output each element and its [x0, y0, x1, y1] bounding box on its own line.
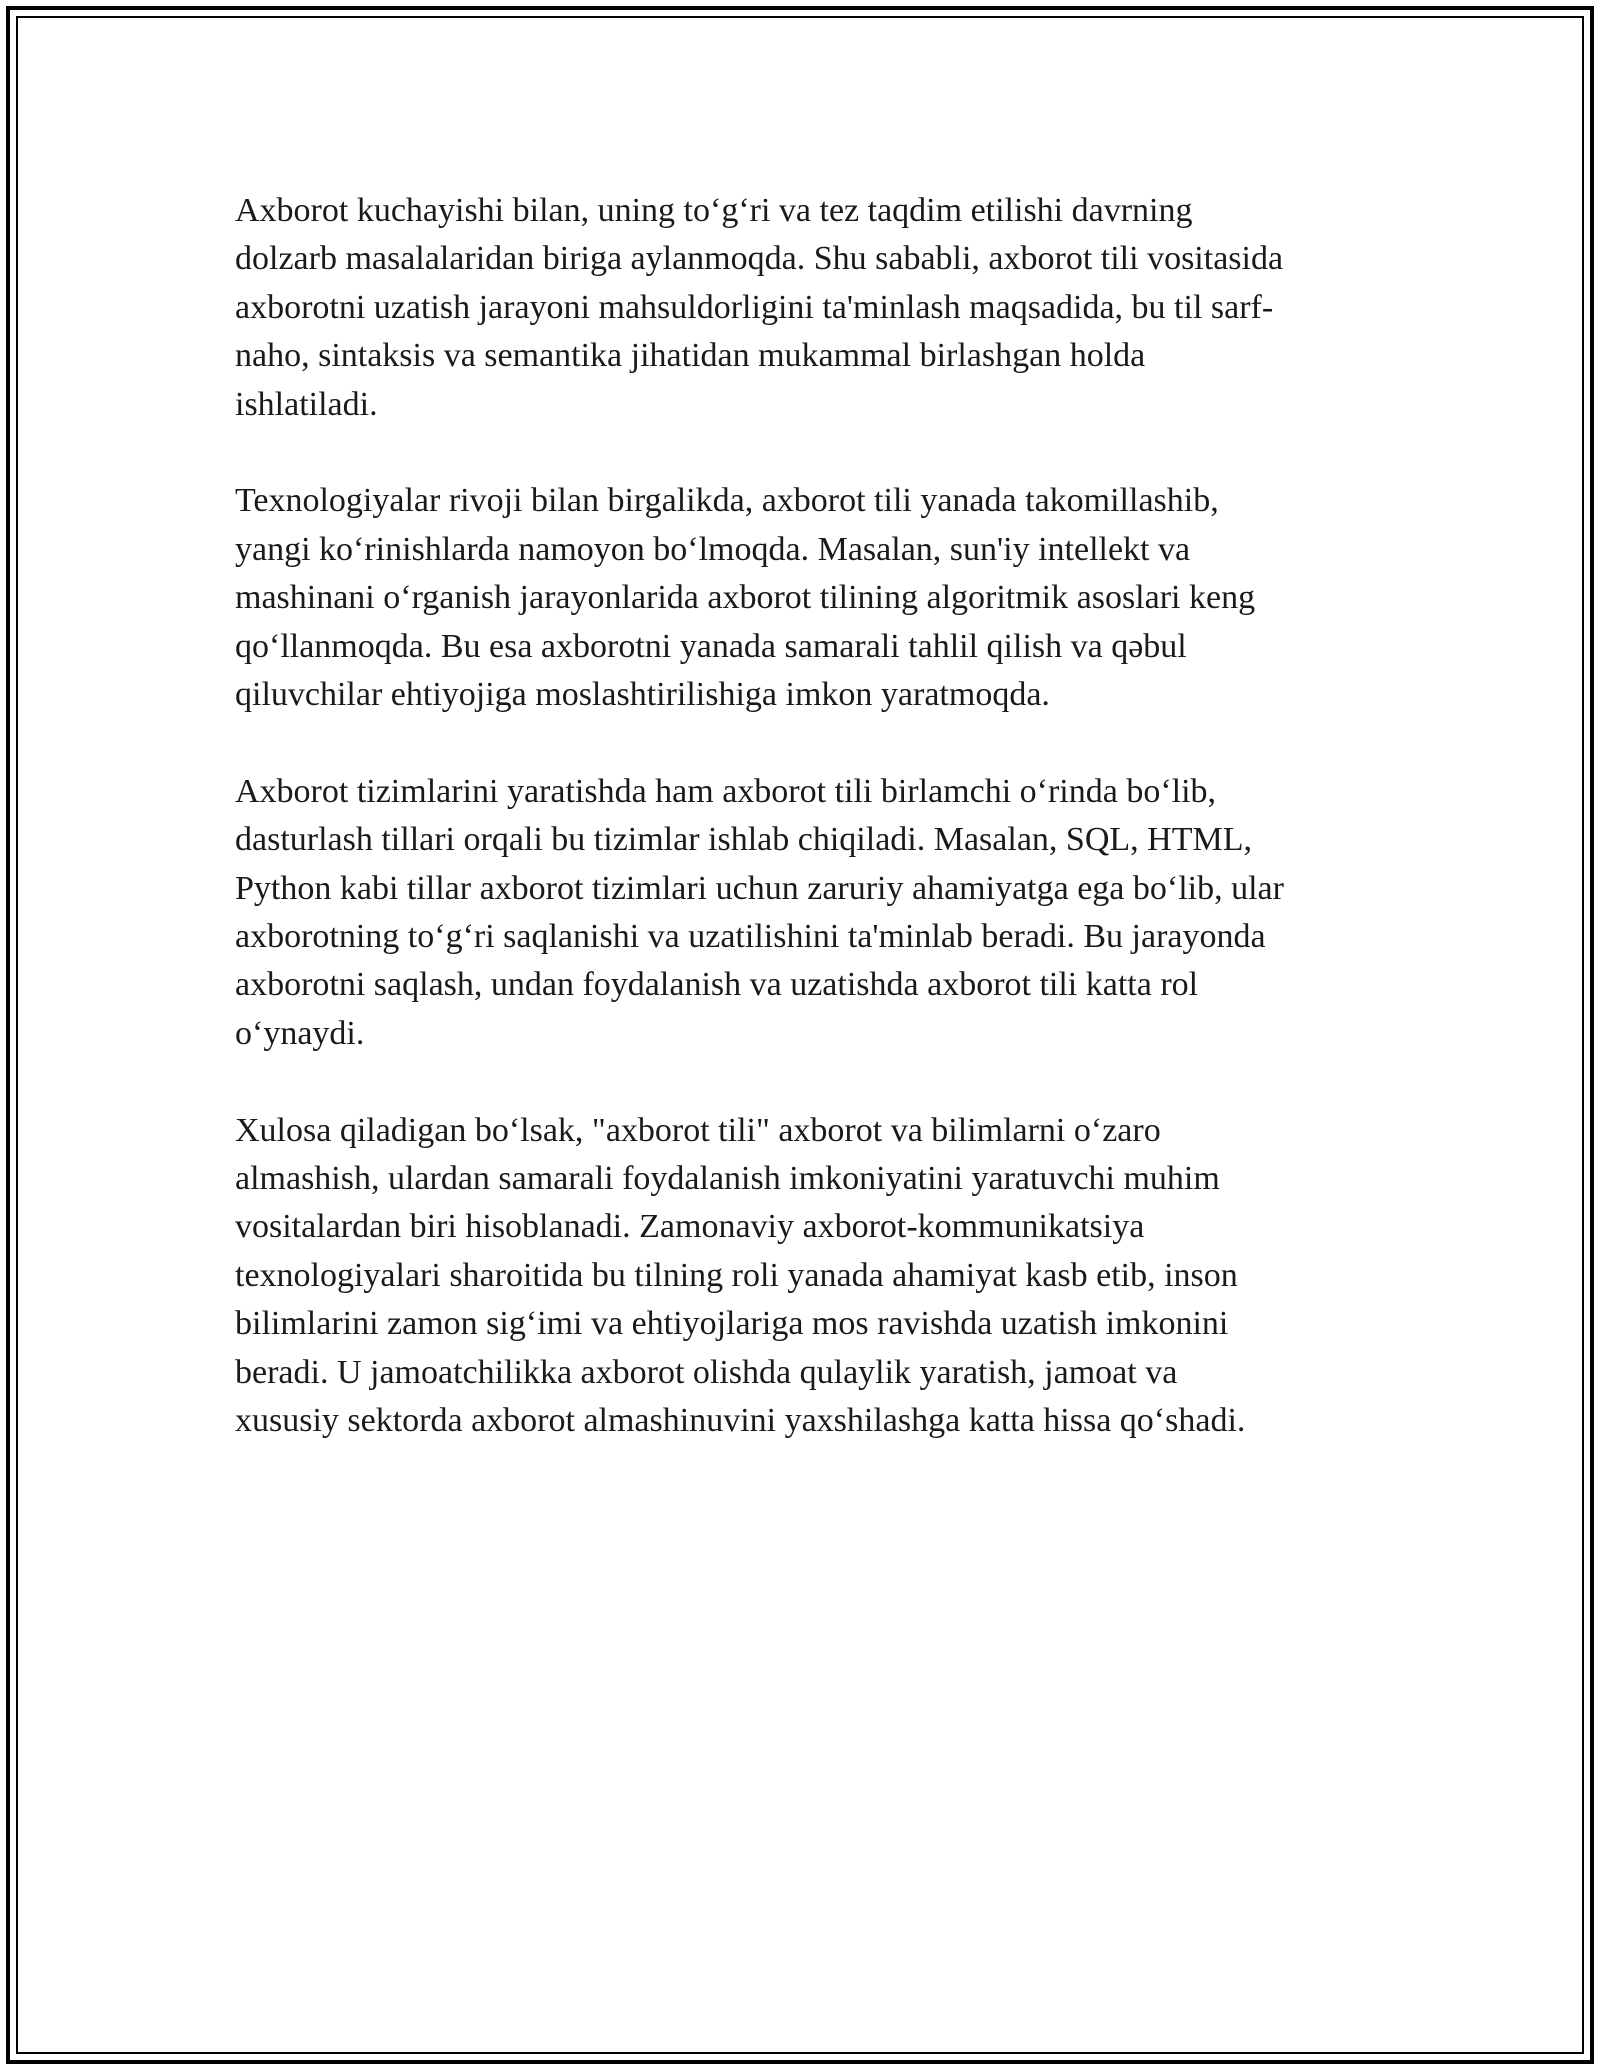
text-line: Xulosa qiladigan bo‘lsak, "axborot tili" axborot va bilimlarni o‘zaro [235, 1111, 1161, 1149]
text-line: yangi ko‘rinishlarda namoyon bo‘lmoqda. Masalan, sun'iy intellekt va [235, 530, 1191, 568]
text-line: axborotni uzatish jarayoni mahsuldorligini ta'minlash maqsadida, bu til sarf- [235, 288, 1274, 326]
text-line: naho, sintaksis va semantika jihatidan mukammal birlashgan holda [235, 337, 1146, 375]
text-line: axborotni saqlash, undan foydalanish va uzatishda axborot tili katta rol [235, 966, 1199, 1004]
text-line: dolzarb masalalaridan biriga aylanmoqda. Shu sababli, axborot tili vositasida [235, 240, 1284, 278]
text-line: qo‘llanmoqda. Bu esa axborotni yanada samarali tahlil qilish va qəbul [235, 627, 1187, 665]
text-line: qiluvchilar ehtiyojiga moslashtirilishiga imkon yaratmoqda. [235, 676, 1050, 714]
text-line: vositalardan biri hisoblanadi. Zamonaviy axborot-kommunikatsiya [235, 1208, 1145, 1246]
paragraph-4 [235, 1107, 1385, 1446]
text-line: dasturlash tillari orqali bu tizimlar ishlab chiqiladi. Masalan, SQL, HTML, [235, 821, 1252, 859]
document-body [235, 187, 1385, 1494]
text-line: mashinani o‘rganish jarayonlarida axborot tilining algoritmik asoslari keng [235, 579, 1256, 617]
text-line: Axborot kuchayishi bilan, uning to‘g‘ri va tez taqdim etilishi davrning [235, 192, 1193, 229]
text-line: Texnologiyalar rivoji bilan birgalikda, axborot tili yanada takomillashib, [235, 482, 1219, 520]
text-line: bilimlarini zamon sig‘imi va ehtiyojlariga mos ravishda uzatish imkonini [235, 1305, 1229, 1343]
paragraph-2 [235, 477, 1385, 719]
text-line: beradi. U jamoatchilikka axborot olishda qulaylik yaratish, jamoat va [235, 1353, 1178, 1391]
text-line: Python kabi tillar axborot tizimlari uchun zaruriy ahamiyatga ega bo‘lib, ular [235, 869, 1284, 907]
text-line: almashish, ulardan samarali foydalanish imkoniyatini yaratuvchi muhim [235, 1160, 1220, 1198]
text-line: o‘ynaydi. [235, 1014, 365, 1052]
text-line: axborotning to‘g‘ri saqlanishi va uzatilishini ta'minlab beradi. Bu jarayonda [235, 918, 1266, 956]
paragraph-3 [235, 768, 1385, 1058]
paragraph-1 [235, 187, 1385, 429]
text-line: texnologiyalari sharoitida bu tilning roli yanada ahamiyat kasb etib, inson [235, 1256, 1238, 1294]
text-line: ishlatiladi. [235, 385, 378, 423]
text-line: xususiy sektorda axborot almashinuvini yaxshilashga katta hissa qo‘shadi. [235, 1402, 1246, 1440]
text-line: Axborot tizimlarini yaratishda ham axborot tili birlamchi o‘rinda bo‘lib, [235, 772, 1217, 810]
